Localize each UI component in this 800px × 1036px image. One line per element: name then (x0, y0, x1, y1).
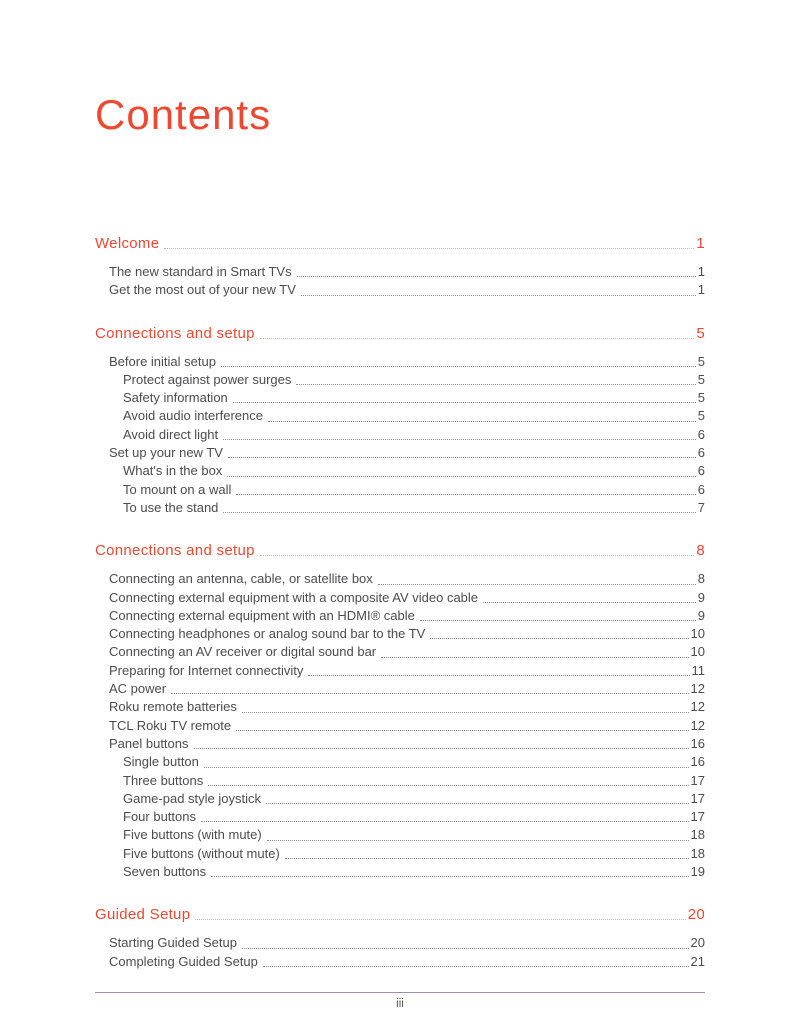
toc-entry[interactable] (95, 790, 705, 808)
toc-entry[interactable] (95, 772, 705, 790)
dot-leader (260, 555, 695, 556)
toc-entry[interactable] (95, 389, 705, 407)
toc-page-number: 18 (690, 845, 705, 861)
toc-section-title: Guided Setup (95, 906, 191, 924)
toc-entry-label: Connecting an antenna, cable, or satellite box (109, 571, 373, 587)
dot-leader (223, 439, 696, 440)
toc-page-number: 12 (690, 681, 705, 697)
toc-page-number: 16 (690, 754, 705, 770)
toc-entry[interactable] (95, 735, 705, 753)
toc-entry[interactable] (95, 953, 705, 971)
toc-entry-label: What's in the box (123, 463, 223, 479)
toc-entry-label: Preparing for Internet connectivity (109, 662, 304, 678)
toc-entry[interactable] (95, 625, 705, 643)
dot-leader (233, 402, 696, 403)
dot-leader (242, 712, 689, 713)
toc-entry-label: Roku remote batteries (109, 699, 237, 715)
toc-entry[interactable] (95, 934, 705, 952)
toc-page-number: 19 (690, 864, 705, 880)
toc-entry[interactable] (95, 753, 705, 771)
toc-entry-label: Safety information (123, 390, 228, 406)
toc-section-heading[interactable] (95, 324, 705, 344)
dot-leader (194, 748, 689, 749)
toc-page-number: 8 (696, 542, 705, 560)
toc-page-number: 1 (696, 235, 705, 252)
toc-entry-label: Get the most out of your new TV (109, 282, 296, 298)
toc-entry-label: Seven buttons (123, 864, 207, 880)
toc-entry-label: Game-pad style joystick (123, 790, 261, 806)
dot-leader (266, 803, 689, 804)
toc-section-heading[interactable] (95, 234, 705, 254)
toc-page-number: 1 (697, 264, 705, 279)
toc-entry-label: Connecting an AV receiver or digital sound bar (109, 644, 377, 660)
dot-leader (267, 840, 689, 841)
toc-page-number: 12 (690, 699, 705, 715)
dot-leader (260, 338, 695, 339)
toc-entry-label: Avoid direct light (123, 426, 219, 442)
dot-leader (296, 384, 695, 385)
toc-entry-label: Five buttons (without mute) (123, 845, 280, 861)
toc-page-number: 6 (697, 426, 705, 442)
dot-leader (430, 638, 688, 639)
dot-leader (285, 858, 689, 859)
toc-entry-label: To use the stand (123, 499, 219, 515)
toc-page-number: 20 (687, 906, 705, 924)
toc-entry[interactable] (95, 717, 705, 735)
toc-entry-label: To mount on a wall (123, 481, 232, 497)
toc-entry-label: Starting Guided Setup (109, 935, 237, 951)
toc-entry-label: Connecting external equipment with an HDMI® cable (109, 607, 415, 623)
toc-entry-label: Panel buttons (109, 735, 189, 751)
dot-leader (236, 730, 688, 731)
toc-page-number: 1 (697, 282, 705, 298)
toc-entry-label: Connecting headphones or analog sound bar to the TV (109, 626, 426, 642)
toc-page-number: 17 (690, 809, 705, 825)
toc-page-number: 9 (697, 589, 705, 605)
toc-entry[interactable] (95, 499, 705, 517)
toc-entry-label: Before initial setup (109, 353, 216, 369)
toc-page-number: 12 (690, 717, 705, 733)
toc-entry[interactable] (95, 607, 705, 625)
toc-entry[interactable] (95, 371, 705, 389)
toc-page-number: 16 (690, 735, 705, 751)
toc-page-number: 5 (697, 408, 705, 424)
toc-page-number: 5 (697, 390, 705, 406)
toc-entry[interactable] (95, 589, 705, 607)
toc-entry[interactable] (95, 570, 705, 588)
toc-page-number: 5 (696, 324, 705, 342)
toc-entry[interactable] (95, 863, 705, 881)
toc-page-number: 6 (697, 445, 705, 461)
toc-section-heading[interactable] (95, 541, 705, 561)
toc-page-number: 6 (697, 481, 705, 497)
toc-page-number: 9 (697, 607, 705, 623)
toc-entry-label: Three buttons (123, 772, 204, 788)
toc-entry[interactable] (95, 481, 705, 499)
dot-leader (164, 248, 694, 249)
toc-entry-label: AC power (109, 681, 167, 697)
toc-entry[interactable] (95, 444, 705, 462)
dot-leader (221, 366, 696, 367)
dot-leader (228, 457, 696, 458)
dot-leader (195, 919, 685, 920)
dot-leader (378, 584, 696, 585)
toc-entry[interactable] (95, 808, 705, 826)
toc-entry[interactable] (95, 281, 705, 299)
toc-page-number: 10 (690, 644, 705, 660)
toc-entry-label: Avoid audio interference (123, 408, 263, 424)
toc-page-number: 6 (697, 463, 705, 479)
toc-entry[interactable] (95, 353, 705, 371)
dot-leader (211, 876, 688, 877)
page-title: Contents (95, 91, 272, 138)
toc-page-number: 11 (691, 662, 705, 678)
toc-entry-label: TCL Roku TV remote (109, 717, 232, 733)
dot-leader (263, 966, 689, 967)
toc-entry[interactable] (95, 826, 705, 844)
toc-page-number: 8 (697, 571, 705, 587)
dot-leader (297, 276, 696, 277)
toc-entry[interactable] (95, 263, 705, 281)
toc-entry-label: Completing Guided Setup (109, 953, 258, 969)
toc-section-title: Connections and setup (95, 324, 255, 342)
dot-leader (208, 785, 688, 786)
dot-leader (201, 821, 689, 822)
toc-entry[interactable] (95, 698, 705, 716)
footer-page-number: iii (396, 998, 404, 1010)
toc-page-number: 5 (697, 371, 705, 387)
toc-entry-label: Connecting external equipment with a composite AV video cable (109, 589, 479, 605)
dot-leader (242, 948, 689, 949)
toc-entry-label: Single button (123, 754, 199, 770)
toc-page-number: 17 (690, 772, 705, 788)
dot-leader (301, 295, 696, 296)
table-of-contents (95, 210, 705, 971)
page-footer (95, 992, 705, 1010)
dot-leader (227, 476, 695, 477)
dot-leader (308, 675, 689, 676)
toc-entry[interactable] (95, 407, 705, 425)
toc-entry[interactable] (95, 426, 705, 444)
dot-leader (171, 693, 688, 694)
toc-entry-label: The new standard in Smart TVs (109, 264, 292, 279)
toc-entry[interactable] (95, 662, 705, 680)
toc-page-number: 17 (690, 790, 705, 806)
toc-section-heading[interactable] (95, 905, 705, 925)
toc-page-number: 10 (690, 626, 705, 642)
toc-page-number: 18 (690, 827, 705, 843)
dot-leader (204, 767, 689, 768)
toc-entry-label: Protect against power surges (123, 371, 292, 387)
toc-entry[interactable] (95, 643, 705, 661)
dot-leader (483, 602, 696, 603)
dot-leader (236, 494, 695, 495)
toc-page-number: 5 (697, 353, 705, 369)
dot-leader (420, 620, 696, 621)
toc-entry[interactable] (95, 462, 705, 480)
dot-leader (223, 512, 695, 513)
toc-page-number: 7 (697, 499, 705, 515)
toc-entry[interactable] (95, 680, 705, 698)
toc-entry-label: Set up your new TV (109, 445, 223, 461)
toc-page-number: 21 (690, 953, 705, 969)
dot-leader (381, 657, 688, 658)
toc-entry-label: Five buttons (with mute) (123, 827, 262, 843)
dot-leader (268, 421, 696, 422)
toc-page-number: 20 (690, 935, 705, 951)
footer-divider (95, 992, 705, 993)
toc-entry[interactable] (95, 845, 705, 863)
toc-section-title: Welcome (95, 235, 160, 252)
toc-section-title: Connections and setup (95, 542, 255, 560)
toc-entry-label: Four buttons (123, 809, 196, 825)
